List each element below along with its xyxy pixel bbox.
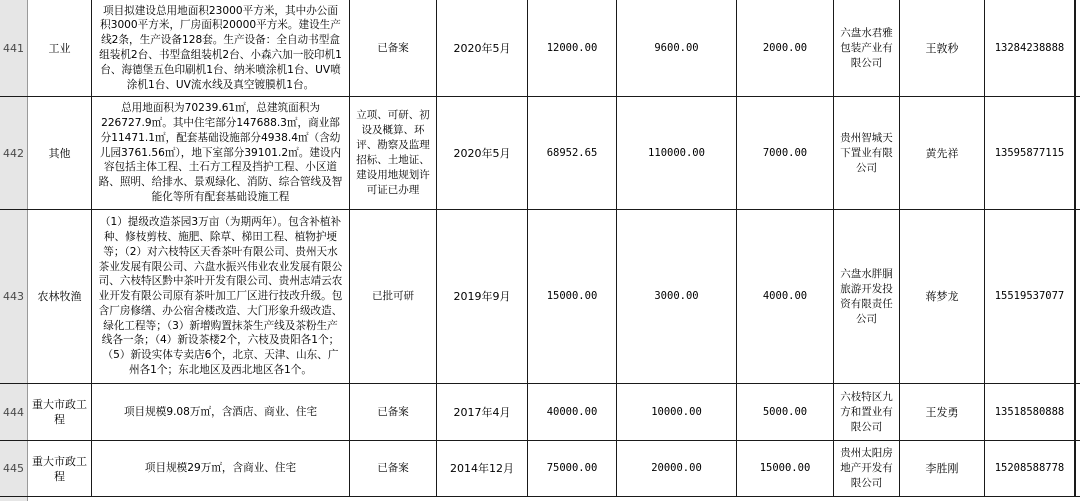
amount-cell-3[interactable]: 2000.00 (737, 0, 834, 96)
date-cell[interactable]: 2014年12月 (437, 441, 528, 496)
amount-cell-1[interactable]: 75000.00 (528, 441, 617, 496)
amount-cell-2[interactable]: 10000.00 (617, 384, 737, 440)
industry-cell[interactable]: 其他 (28, 97, 92, 209)
amount-cell-3[interactable]: 5000.00 (737, 384, 834, 440)
date-cell[interactable]: 2017年4月 (437, 384, 528, 440)
phone-cell[interactable]: 13284238888 (985, 0, 1075, 96)
date-cell[interactable]: 2020年5月 (437, 97, 528, 209)
industry-cell[interactable]: 重大市政工程 (28, 384, 92, 440)
row-number[interactable]: 441 (0, 0, 28, 96)
industry-cell[interactable]: 农林牧渔 (28, 210, 92, 383)
industry-cell[interactable]: 工业 (28, 0, 92, 96)
contact-cell[interactable]: 王敦秒 (900, 0, 985, 96)
description-cell[interactable]: 总用地面积为70239.61㎡，总建筑面积为226727.9㎡。其中住宅部分147688.3㎡，商业部分11471.1㎡，配套基础设施部分4938.4㎡（含幼儿园3761.56㎡），地下室部分39101.2㎡。建设内容包括主体工程、土石方工程及挡护工程、小区道路、照明、给排水、景观绿化、消防、综合管线及智能化等所有配套基础设施工程 (92, 97, 350, 209)
amount-cell-1[interactable]: 12000.00 (528, 0, 617, 96)
company-cell[interactable]: 六盘水胖胴旅游开发投资有限责任公司 (834, 210, 900, 383)
amount-cell-2[interactable]: 20000.00 (617, 441, 737, 496)
phone-cell[interactable]: 13518580888 (985, 384, 1075, 440)
status-cell[interactable]: 已备案 (350, 384, 437, 440)
row-number[interactable] (0, 497, 28, 501)
contact-cell[interactable]: 王发勇 (900, 384, 985, 440)
company-cell[interactable]: 六枝特区九方和置业有限公司 (834, 384, 900, 440)
table-row-partial (0, 497, 1080, 501)
company-cell[interactable]: 贵州智城天下置业有限公司 (834, 97, 900, 209)
table-row (0, 210, 1080, 384)
next-column-edge[interactable] (1075, 441, 1080, 496)
phone-cell[interactable]: 15208588778 (985, 441, 1075, 496)
row-number[interactable]: 445 (0, 441, 28, 496)
status-cell[interactable]: 立项、可研、初设及概算、环评、勘察及监理招标、土地证、建设用地规划许可证已办理 (350, 97, 437, 209)
phone-cell[interactable]: 13595877115 (985, 97, 1075, 209)
row-number[interactable]: 444 (0, 384, 28, 440)
status-cell[interactable]: 已备案 (350, 441, 437, 496)
row-number[interactable]: 442 (0, 97, 28, 209)
next-column-edge[interactable] (1075, 97, 1080, 209)
company-cell[interactable]: 贵州太阳房地产开发有限公司 (834, 441, 900, 496)
description-cell[interactable]: 项目规模9.08万㎡，含酒店、商业、住宅 (92, 384, 350, 440)
table-row (0, 0, 1080, 97)
status-cell[interactable]: 已备案 (350, 0, 437, 96)
description-cell[interactable]: 项目拟建设总用地面积23000平方米，其中办公面积3000平方米，厂房面积20000平方米。建设生产线2条，生产设备128套。生产设备：全自动书型盒组装机2台、书型盒组装机2台、小森六加一胶印机1台、海德堡五色印刷机1台、纳米喷涂机1台、UV喷涂机1台、UV流水线及真空镀膜机1台。 (92, 0, 350, 96)
amount-cell-3[interactable]: 15000.00 (737, 441, 834, 496)
amount-cell-3[interactable]: 4000.00 (737, 210, 834, 383)
amount-cell-1[interactable]: 68952.65 (528, 97, 617, 209)
date-cell[interactable]: 2019年9月 (437, 210, 528, 383)
next-column-edge[interactable] (1075, 0, 1080, 96)
contact-cell[interactable]: 蒋梦龙 (900, 210, 985, 383)
industry-cell[interactable]: 重大市政工程 (28, 441, 92, 496)
amount-cell-3[interactable]: 7000.00 (737, 97, 834, 209)
description-cell[interactable]: 项目规模29万㎡，含商业、住宅 (92, 441, 350, 496)
next-column-edge[interactable] (1075, 210, 1080, 383)
amount-cell-1[interactable]: 40000.00 (528, 384, 617, 440)
description-cell[interactable]: （1）提级改造茶园3万亩（为期两年）。包含补植补种、修枝剪枝、施肥、除草、梯田工程、植物护埂等；（2）对六枝特区天香茶叶有限公司、贵州天水茶业发展有限公司、六盘水振兴伟业农业发展有限公司、六枝特区黔中茶叶开发有限公司、贵州志靖云农业开发有限公司原有茶叶加工厂区进行技改升级。包含厂房修缮、办公宿舍楼改造、大门形象升级改造、绿化工程等；（3）新增购置抹茶生产线及茶粉生产线各一条；（4）新设茶楼2个，六枝及贵阳各1个；（5）新设实体专卖店6个，北京、天津、山东、广州各1个；东北地区及西北地区各1个。 (92, 210, 350, 383)
contact-cell[interactable]: 黄先祥 (900, 97, 985, 209)
contact-cell[interactable]: 李胜刚 (900, 441, 985, 496)
row-number[interactable]: 443 (0, 210, 28, 383)
amount-cell-2[interactable]: 9600.00 (617, 0, 737, 96)
phone-cell[interactable]: 15519537077 (985, 210, 1075, 383)
amount-cell-1[interactable]: 15000.00 (528, 210, 617, 383)
table-row (0, 441, 1080, 497)
amount-cell-2[interactable]: 110000.00 (617, 97, 737, 209)
status-cell[interactable]: 已批可研 (350, 210, 437, 383)
next-column-edge[interactable] (1075, 384, 1080, 440)
table-row (0, 97, 1080, 210)
amount-cell-2[interactable]: 3000.00 (617, 210, 737, 383)
table-row (0, 384, 1080, 441)
date-cell[interactable]: 2020年5月 (437, 0, 528, 96)
company-cell[interactable]: 六盘水君雅包装产业有限公司 (834, 0, 900, 96)
